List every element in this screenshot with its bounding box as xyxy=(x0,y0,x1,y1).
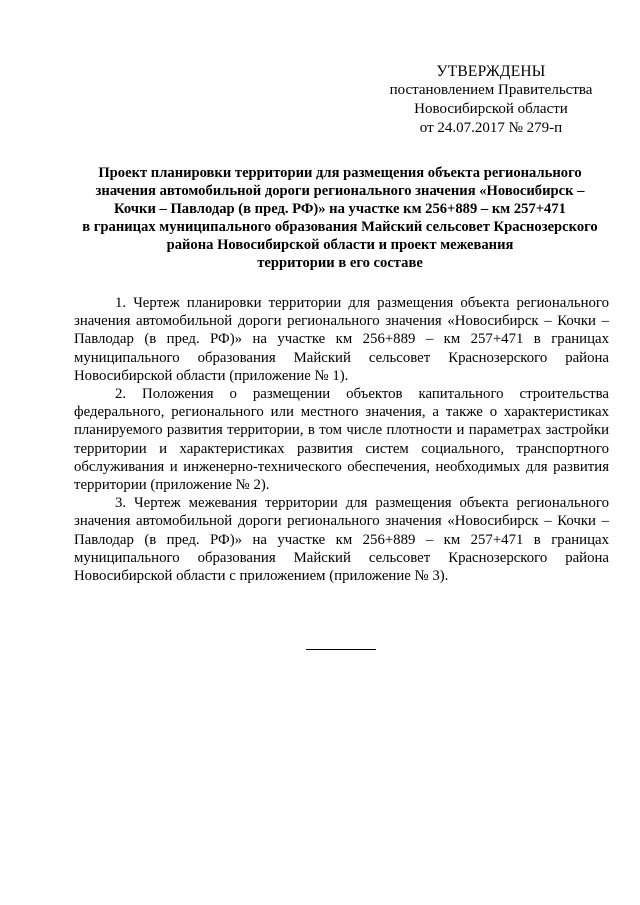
list-item-2: 2. Положения о размещении объектов капитального строительства федерального, регионального или местного значения, а также о характеристиках планируемого развития территории, в том числе плотности и параметрах застройки территории и характеристиках развития систем социального, транспортного обслуживания и инженерно-технического обеспечения, необходимых для развития территории (приложение № 2). xyxy=(74,386,609,494)
document-body xyxy=(74,294,609,585)
approval-stamp xyxy=(380,62,602,138)
document-title-line: территории в его составе xyxy=(257,255,423,271)
document-title-line: в границах муниципального образования Майский сельсовет Краснозерского xyxy=(82,219,598,235)
document-title-line: значения автомобильной дороги регионального значения «Новосибирск – xyxy=(95,183,585,199)
list-item-1: 1. Чертеж планировки территории для размещения объекта регионального значения автомобильной дороги регионального значения «Новосибирск – Кочки – Павлодар (в пред. РФ)» на участке км 256+889 – км 257+471 в границах муниципального образования Майский сельсовет Краснозерского района Новосибирской области (приложение № 1). xyxy=(74,295,609,384)
approval-issuer: постановлением Правительства xyxy=(389,82,593,98)
document-title-line: района Новосибирской области и проект межевания xyxy=(166,237,514,253)
document-title-line: Кочки – Павлодар (в пред. РФ)» на участке км 256+889 – км 257+471 xyxy=(114,201,566,217)
approval-date-number: от 24.07.2017 № 279-п xyxy=(419,120,563,136)
approval-region: Новосибирской области xyxy=(414,101,568,117)
list-item-3: 3. Чертеж межевания территории для размещения объекта регионального значения автомобильной дороги регионального значения «Новосибирск – Кочки – Павлодар (в пред. РФ)» на участке км 256+889 – км 257+471 в границах муниципального образования Майский сельсовет Краснозерского района Новосибирской области с приложением (приложение № 3). xyxy=(74,495,609,585)
document-title-line: Проект планировки территории для размещения объекта регионального xyxy=(98,165,582,181)
approval-title: УТВЕРЖДЕНЫ xyxy=(436,63,546,80)
document-title xyxy=(70,164,610,272)
separator-line xyxy=(306,649,376,650)
